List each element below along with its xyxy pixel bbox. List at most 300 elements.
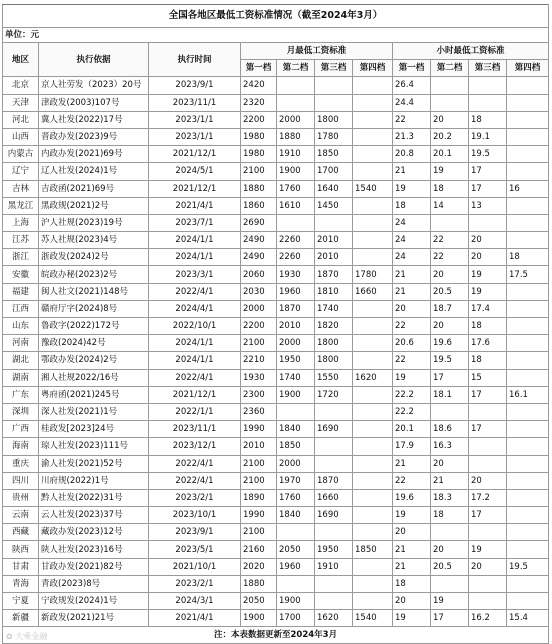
hourly-tier-3-cell: 20 xyxy=(469,249,507,266)
table-row xyxy=(3,352,549,369)
region-cell: 山西 xyxy=(3,128,39,145)
region-cell: 新疆 xyxy=(3,610,39,627)
header-row-1 xyxy=(3,43,549,60)
region-cell: 山东 xyxy=(3,318,39,335)
basis-cell: 深人社发(2021)1号 xyxy=(39,403,149,420)
region-cell: 海南 xyxy=(3,438,39,455)
monthly-tier-4-cell: 1540 xyxy=(353,180,393,197)
monthly-tier-4-cell xyxy=(353,489,393,506)
date-cell: 2024/3/1 xyxy=(149,593,241,610)
hourly-tier-2-cell: 17 xyxy=(431,610,469,627)
basis-cell: 内政办发(2021)69号 xyxy=(39,146,149,163)
monthly-tier-2-cell xyxy=(277,77,315,94)
monthly-tier-1-cell: 2690 xyxy=(241,214,277,231)
hourly-tier-4-cell xyxy=(507,455,549,472)
monthly-tier-3-cell: 1700 xyxy=(315,163,353,180)
table-row xyxy=(3,369,549,386)
monthly-tier-3-cell: 1870 xyxy=(315,266,353,283)
region-cell: 上海 xyxy=(3,214,39,231)
hourly-tier-4-cell xyxy=(507,403,549,420)
hourly-tier-2-cell: 19 xyxy=(431,163,469,180)
hourly-tier-1-cell: 21 xyxy=(393,558,431,575)
monthly-tier-2-cell: 2260 xyxy=(277,249,315,266)
basis-cell: 粤府函(2021)245号 xyxy=(39,386,149,403)
monthly-tier-3-cell: 1740 xyxy=(315,300,353,317)
date-cell: 2022/4/1 xyxy=(149,369,241,386)
hourly-tier-2-cell: 18 xyxy=(431,507,469,524)
table-row xyxy=(3,575,549,592)
monthly-tier-3-cell: 1810 xyxy=(315,283,353,300)
hourly-tier-3-cell: 17 xyxy=(469,386,507,403)
monthly-tier-2-cell: 1700 xyxy=(277,610,315,627)
monthly-tier-2-cell: 2000 xyxy=(277,455,315,472)
monthly-tier-2-cell: 1900 xyxy=(277,386,315,403)
basis-cell: 京人社劳发（2023）20号 xyxy=(39,77,149,94)
monthly-tier-3-cell: 1800 xyxy=(315,111,353,128)
hourly-tier-3-cell: 15 xyxy=(469,369,507,386)
date-cell: 2021/12/1 xyxy=(149,180,241,197)
monthly-tier-3-cell: 1690 xyxy=(315,421,353,438)
monthly-tier-2-cell: 1910 xyxy=(277,146,315,163)
table-row xyxy=(3,403,549,420)
hourly-tier-2-cell: 22 xyxy=(431,232,469,249)
monthly-tier-4-cell: 1850 xyxy=(353,541,393,558)
header-monthly-tier-3: 第三档 xyxy=(315,60,353,77)
monthly-tier-3-cell: 1910 xyxy=(315,558,353,575)
date-cell: 2024/1/1 xyxy=(149,249,241,266)
monthly-tier-3-cell: 1800 xyxy=(315,352,353,369)
region-cell: 广西 xyxy=(3,421,39,438)
hourly-tier-1-cell: 21 xyxy=(393,541,431,558)
table-row xyxy=(3,214,549,231)
basis-cell: 陕人社发(2023)16号 xyxy=(39,541,149,558)
monthly-tier-3-cell: 1640 xyxy=(315,180,353,197)
basis-cell: 湘人社规2022/16号 xyxy=(39,369,149,386)
table-row xyxy=(3,111,549,128)
monthly-tier-3-cell xyxy=(315,575,353,592)
monthly-tier-3-cell: 1820 xyxy=(315,318,353,335)
table-row xyxy=(3,421,549,438)
date-cell: 2023/2/1 xyxy=(149,575,241,592)
table-row xyxy=(3,507,549,524)
basis-cell: 浙政发(2024)2号 xyxy=(39,249,149,266)
hourly-tier-3-cell: 17 xyxy=(469,507,507,524)
hourly-tier-1-cell: 20 xyxy=(393,593,431,610)
hourly-tier-1-cell: 24.4 xyxy=(393,94,431,111)
spreadsheet xyxy=(2,4,548,644)
hourly-tier-2-cell xyxy=(431,524,469,541)
monthly-tier-1-cell: 2360 xyxy=(241,403,277,420)
note-row xyxy=(3,627,549,644)
hourly-tier-4-cell xyxy=(507,593,549,610)
hourly-tier-2-cell: 18 xyxy=(431,180,469,197)
region-cell: 福建 xyxy=(3,283,39,300)
hourly-tier-4-cell xyxy=(507,575,549,592)
basis-cell: 桂政发[2023]24号 xyxy=(39,421,149,438)
monthly-tier-2-cell: 1960 xyxy=(277,283,315,300)
hourly-tier-3-cell: 17.6 xyxy=(469,335,507,352)
date-cell: 2021/12/1 xyxy=(149,146,241,163)
hourly-tier-1-cell: 19 xyxy=(393,180,431,197)
date-cell: 2024/4/1 xyxy=(149,300,241,317)
hourly-tier-2-cell: 18.3 xyxy=(431,489,469,506)
monthly-tier-2-cell: 1960 xyxy=(277,558,315,575)
region-cell: 河南 xyxy=(3,335,39,352)
header-monthly: 月最低工资标准 xyxy=(241,43,393,60)
monthly-tier-2-cell: 2000 xyxy=(277,111,315,128)
header-hourly-tier-1: 第一档 xyxy=(393,60,431,77)
hourly-tier-2-cell xyxy=(431,575,469,592)
hourly-tier-3-cell: 16.2 xyxy=(469,610,507,627)
monthly-tier-2-cell: 1950 xyxy=(277,352,315,369)
hourly-tier-4-cell xyxy=(507,77,549,94)
monthly-tier-4-cell xyxy=(353,438,393,455)
table-row xyxy=(3,232,549,249)
monthly-tier-4-cell xyxy=(353,575,393,592)
region-cell: 天津 xyxy=(3,94,39,111)
monthly-tier-4-cell xyxy=(353,94,393,111)
table-row xyxy=(3,266,549,283)
hourly-tier-3-cell xyxy=(469,593,507,610)
monthly-tier-3-cell: 1620 xyxy=(315,610,353,627)
monthly-tier-2-cell: 1970 xyxy=(277,472,315,489)
date-cell: 2023/3/1 xyxy=(149,266,241,283)
region-cell: 湖南 xyxy=(3,369,39,386)
monthly-tier-4-cell xyxy=(353,524,393,541)
hourly-tier-1-cell: 19.6 xyxy=(393,489,431,506)
table-row xyxy=(3,558,549,575)
monthly-tier-2-cell: 2050 xyxy=(277,541,315,558)
hourly-tier-4-cell xyxy=(507,111,549,128)
monthly-tier-1-cell: 1900 xyxy=(241,610,277,627)
hourly-tier-3-cell xyxy=(469,438,507,455)
monthly-tier-4-cell xyxy=(353,507,393,524)
hourly-tier-1-cell: 22.2 xyxy=(393,386,431,403)
hourly-tier-3-cell: 20 xyxy=(469,472,507,489)
date-cell: 2021/12/1 xyxy=(149,386,241,403)
date-cell: 2022/4/1 xyxy=(149,472,241,489)
monthly-tier-1-cell: 2100 xyxy=(241,524,277,541)
monthly-tier-3-cell xyxy=(315,77,353,94)
table-row xyxy=(3,438,549,455)
monthly-tier-4-cell xyxy=(353,335,393,352)
basis-cell: 青政(2023)8号 xyxy=(39,575,149,592)
hourly-tier-1-cell: 20 xyxy=(393,300,431,317)
region-cell: 黑龙江 xyxy=(3,197,39,214)
table-row xyxy=(3,386,549,403)
monthly-tier-2-cell: 2010 xyxy=(277,318,315,335)
hourly-tier-1-cell: 20 xyxy=(393,524,431,541)
date-cell: 2022/4/1 xyxy=(149,283,241,300)
monthly-tier-3-cell: 2010 xyxy=(315,232,353,249)
region-cell: 宁夏 xyxy=(3,593,39,610)
hourly-tier-4-cell xyxy=(507,472,549,489)
date-cell: 2023/5/1 xyxy=(149,541,241,558)
monthly-tier-1-cell: 2100 xyxy=(241,163,277,180)
hourly-tier-4-cell xyxy=(507,163,549,180)
basis-cell: 鄂政办发(2024)2号 xyxy=(39,352,149,369)
monthly-tier-3-cell xyxy=(315,403,353,420)
monthly-tier-1-cell: 2020 xyxy=(241,558,277,575)
monthly-tier-1-cell: 1980 xyxy=(241,128,277,145)
hourly-tier-3-cell: 17 xyxy=(469,163,507,180)
header-region: 地区 xyxy=(3,43,39,77)
region-cell: 广东 xyxy=(3,386,39,403)
hourly-tier-2-cell: 19.5 xyxy=(431,352,469,369)
hourly-tier-1-cell: 21 xyxy=(393,266,431,283)
basis-cell: 吉政函(2021)69号 xyxy=(39,180,149,197)
hourly-tier-1-cell: 21 xyxy=(393,163,431,180)
monthly-tier-3-cell: 2010 xyxy=(315,249,353,266)
basis-cell: 藏政办发(2023)12号 xyxy=(39,524,149,541)
date-cell: 2023/7/1 xyxy=(149,214,241,231)
basis-cell: 沪人社规(2023)19号 xyxy=(39,214,149,231)
monthly-tier-2-cell xyxy=(277,214,315,231)
hourly-tier-2-cell: 14 xyxy=(431,197,469,214)
hourly-tier-1-cell: 17.9 xyxy=(393,438,431,455)
hourly-tier-3-cell: 17 xyxy=(469,180,507,197)
hourly-tier-1-cell: 22 xyxy=(393,352,431,369)
basis-cell: 琼人社发(2023)111号 xyxy=(39,438,149,455)
hourly-tier-3-cell: 18 xyxy=(469,352,507,369)
hourly-tier-3-cell: 19.5 xyxy=(469,146,507,163)
monthly-tier-4-cell xyxy=(353,197,393,214)
date-cell: 2022/1/1 xyxy=(149,403,241,420)
hourly-tier-3-cell: 20 xyxy=(469,558,507,575)
hourly-tier-2-cell: 22 xyxy=(431,249,469,266)
hourly-tier-4-cell xyxy=(507,232,549,249)
monthly-tier-1-cell: 2100 xyxy=(241,335,277,352)
header-monthly-tier-2: 第二档 xyxy=(277,60,315,77)
unit-row xyxy=(3,28,549,43)
monthly-tier-3-cell xyxy=(315,455,353,472)
hourly-tier-2-cell: 19 xyxy=(431,593,469,610)
hourly-tier-1-cell: 24 xyxy=(393,214,431,231)
monthly-tier-2-cell: 1900 xyxy=(277,593,315,610)
region-cell: 陕西 xyxy=(3,541,39,558)
hourly-tier-1-cell: 19 xyxy=(393,610,431,627)
hourly-tier-2-cell: 20 xyxy=(431,318,469,335)
monthly-tier-2-cell: 1880 xyxy=(277,128,315,145)
monthly-tier-2-cell: 2000 xyxy=(277,335,315,352)
hourly-tier-3-cell: 18 xyxy=(469,111,507,128)
region-cell: 河北 xyxy=(3,111,39,128)
monthly-tier-1-cell: 2060 xyxy=(241,266,277,283)
region-cell: 浙江 xyxy=(3,249,39,266)
hourly-tier-3-cell xyxy=(469,94,507,111)
monthly-tier-4-cell xyxy=(353,163,393,180)
hourly-tier-2-cell: 20.2 xyxy=(431,128,469,145)
table-row xyxy=(3,472,549,489)
basis-cell: 津政发(2003)107号 xyxy=(39,94,149,111)
hourly-tier-3-cell xyxy=(469,455,507,472)
hourly-tier-4-cell: 19.5 xyxy=(507,558,549,575)
hourly-tier-1-cell: 20.6 xyxy=(393,335,431,352)
hourly-tier-3-cell: 19 xyxy=(469,266,507,283)
hourly-tier-4-cell xyxy=(507,318,549,335)
hourly-tier-3-cell: 17.4 xyxy=(469,300,507,317)
table-row xyxy=(3,197,549,214)
hourly-tier-1-cell: 18 xyxy=(393,575,431,592)
region-cell: 甘肃 xyxy=(3,558,39,575)
header-hourly-tier-4: 第四档 xyxy=(507,60,549,77)
table-row xyxy=(3,249,549,266)
header-date: 执行时间 xyxy=(149,43,241,77)
hourly-tier-2-cell: 20 xyxy=(431,266,469,283)
table-row xyxy=(3,610,549,627)
region-cell: 吉林 xyxy=(3,180,39,197)
basis-cell: 川府规(2022)1号 xyxy=(39,472,149,489)
hourly-tier-1-cell: 26.4 xyxy=(393,77,431,94)
monthly-tier-1-cell: 2490 xyxy=(241,249,277,266)
monthly-tier-1-cell: 1880 xyxy=(241,575,277,592)
monthly-tier-2-cell xyxy=(277,94,315,111)
hourly-tier-2-cell xyxy=(431,94,469,111)
basis-cell: 新政发(2021)21号 xyxy=(39,610,149,627)
monthly-tier-3-cell xyxy=(315,524,353,541)
hourly-tier-2-cell: 18.1 xyxy=(431,386,469,403)
region-cell: 云南 xyxy=(3,507,39,524)
table-row xyxy=(3,489,549,506)
title-row xyxy=(3,5,549,28)
region-cell: 重庆 xyxy=(3,455,39,472)
basis-cell: 渝人社发(2021)52号 xyxy=(39,455,149,472)
hourly-tier-2-cell xyxy=(431,403,469,420)
table-row xyxy=(3,541,549,558)
hourly-tier-3-cell xyxy=(469,575,507,592)
table-row xyxy=(3,94,549,111)
monthly-tier-3-cell: 1850 xyxy=(315,146,353,163)
monthly-tier-2-cell: 2260 xyxy=(277,232,315,249)
basis-cell: 云人社发(2023)37号 xyxy=(39,507,149,524)
date-cell: 2023/9/1 xyxy=(149,524,241,541)
monthly-tier-4-cell: 1540 xyxy=(353,610,393,627)
monthly-tier-2-cell: 1900 xyxy=(277,163,315,180)
monthly-tier-3-cell xyxy=(315,438,353,455)
hourly-tier-4-cell xyxy=(507,283,549,300)
monthly-tier-2-cell: 1760 xyxy=(277,489,315,506)
monthly-tier-2-cell xyxy=(277,575,315,592)
table-row xyxy=(3,318,549,335)
monthly-tier-1-cell: 1890 xyxy=(241,489,277,506)
table-row xyxy=(3,524,549,541)
wage-table xyxy=(2,4,549,644)
monthly-tier-2-cell xyxy=(277,403,315,420)
header-monthly-tier-4: 第四档 xyxy=(353,60,393,77)
basis-cell: 宁政规发(2024)1号 xyxy=(39,593,149,610)
monthly-tier-2-cell: 1740 xyxy=(277,369,315,386)
monthly-tier-2-cell: 1870 xyxy=(277,300,315,317)
monthly-tier-3-cell: 1720 xyxy=(315,386,353,403)
table-row xyxy=(3,300,549,317)
monthly-tier-3-cell: 1800 xyxy=(315,335,353,352)
date-cell: 2021/4/1 xyxy=(149,610,241,627)
monthly-tier-3-cell xyxy=(315,94,353,111)
hourly-tier-3-cell: 13 xyxy=(469,197,507,214)
hourly-tier-2-cell: 20.5 xyxy=(431,283,469,300)
monthly-tier-3-cell: 1780 xyxy=(315,128,353,145)
hourly-tier-2-cell: 16.3 xyxy=(431,438,469,455)
table-row xyxy=(3,163,549,180)
header-hourly-tier-3: 第三档 xyxy=(469,60,507,77)
header-basis: 执行依据 xyxy=(39,43,149,77)
date-cell: 2024/5/1 xyxy=(149,163,241,180)
monthly-tier-3-cell: 1870 xyxy=(315,472,353,489)
monthly-tier-1-cell: 2030 xyxy=(241,283,277,300)
hourly-tier-3-cell: 17.2 xyxy=(469,489,507,506)
hourly-tier-1-cell: 24 xyxy=(393,249,431,266)
region-cell: 内蒙古 xyxy=(3,146,39,163)
monthly-tier-4-cell: 1780 xyxy=(353,266,393,283)
hourly-tier-1-cell: 21.3 xyxy=(393,128,431,145)
hourly-tier-1-cell: 19 xyxy=(393,507,431,524)
date-cell: 2024/1/1 xyxy=(149,352,241,369)
hourly-tier-3-cell xyxy=(469,403,507,420)
table-note: 注：本表数据更新至2024年3月 xyxy=(3,627,549,644)
date-cell: 2023/10/1 xyxy=(149,507,241,524)
monthly-tier-3-cell: 1660 xyxy=(315,489,353,506)
monthly-tier-3-cell: 1950 xyxy=(315,541,353,558)
header-hourly-tier-2: 第二档 xyxy=(431,60,469,77)
monthly-tier-4-cell xyxy=(353,472,393,489)
date-cell: 2021/4/1 xyxy=(149,197,241,214)
hourly-tier-4-cell: 15.4 xyxy=(507,610,549,627)
monthly-tier-3-cell: 1690 xyxy=(315,507,353,524)
table-row xyxy=(3,593,549,610)
hourly-tier-1-cell: 22 xyxy=(393,472,431,489)
table-row xyxy=(3,335,549,352)
region-cell: 西藏 xyxy=(3,524,39,541)
monthly-tier-4-cell xyxy=(353,214,393,231)
monthly-tier-4-cell xyxy=(353,146,393,163)
hourly-tier-2-cell: 20 xyxy=(431,541,469,558)
header-monthly-tier-1: 第一档 xyxy=(241,60,277,77)
monthly-tier-1-cell: 2490 xyxy=(241,232,277,249)
date-cell: 2023/11/1 xyxy=(149,421,241,438)
hourly-tier-4-cell xyxy=(507,94,549,111)
region-cell: 深圳 xyxy=(3,403,39,420)
monthly-tier-1-cell: 1860 xyxy=(241,197,277,214)
hourly-tier-1-cell: 18 xyxy=(393,197,431,214)
hourly-tier-4-cell xyxy=(507,421,549,438)
monthly-tier-1-cell: 1980 xyxy=(241,146,277,163)
monthly-tier-1-cell: 2160 xyxy=(241,541,277,558)
monthly-tier-2-cell: 1850 xyxy=(277,438,315,455)
hourly-tier-4-cell: 17.5 xyxy=(507,266,549,283)
hourly-tier-3-cell xyxy=(469,77,507,94)
hourly-tier-4-cell xyxy=(507,489,549,506)
hourly-tier-1-cell: 22 xyxy=(393,111,431,128)
monthly-tier-2-cell: 1610 xyxy=(277,197,315,214)
monthly-tier-4-cell xyxy=(353,593,393,610)
monthly-tier-4-cell xyxy=(353,318,393,335)
hourly-tier-4-cell xyxy=(507,214,549,231)
table-row xyxy=(3,283,549,300)
hourly-tier-1-cell: 21 xyxy=(393,455,431,472)
hourly-tier-3-cell: 19.1 xyxy=(469,128,507,145)
monthly-tier-4-cell xyxy=(353,111,393,128)
hourly-tier-4-cell xyxy=(507,335,549,352)
date-cell: 2023/1/1 xyxy=(149,128,241,145)
hourly-tier-2-cell: 18.7 xyxy=(431,300,469,317)
basis-cell: 黑政规(2021)2号 xyxy=(39,197,149,214)
monthly-tier-2-cell xyxy=(277,524,315,541)
monthly-tier-1-cell: 1990 xyxy=(241,421,277,438)
date-cell: 2023/11/1 xyxy=(149,94,241,111)
monthly-tier-3-cell: 1450 xyxy=(315,197,353,214)
date-cell: 2022/10/1 xyxy=(149,318,241,335)
basis-cell: 冀人社发(2022)17号 xyxy=(39,111,149,128)
